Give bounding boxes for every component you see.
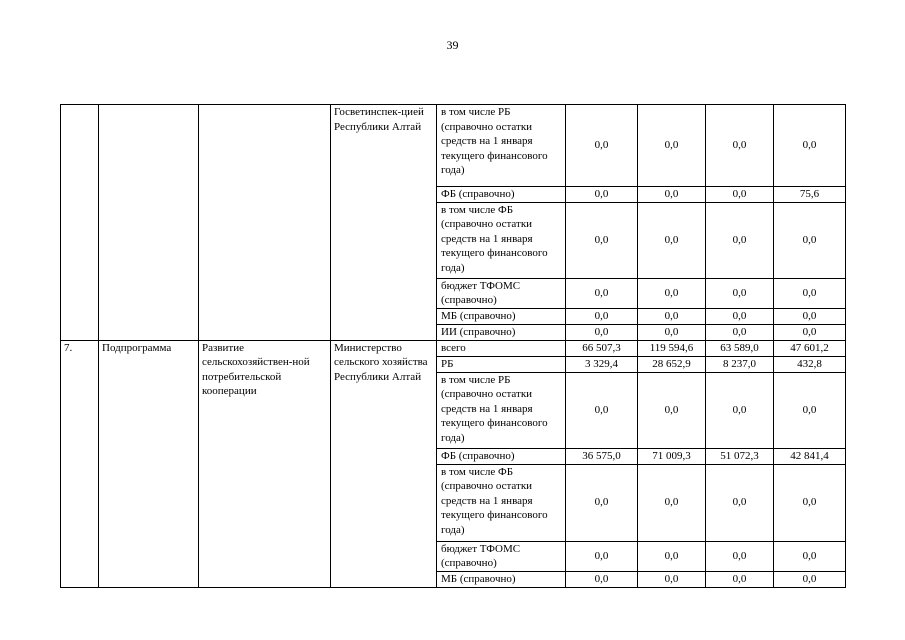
value-cell: 0,0: [566, 464, 638, 541]
value-cell: 0,0: [566, 324, 638, 340]
value-cell: 0,0: [774, 571, 846, 587]
value-cell: 0,0: [638, 105, 706, 187]
value-cell: 42 841,4: [774, 448, 846, 464]
value-cell: 75,6: [774, 187, 846, 203]
funding-source-cell: ФБ (справочно): [437, 448, 566, 464]
funding-source-cell: ФБ (справочно): [437, 187, 566, 203]
value-cell: 0,0: [774, 372, 846, 448]
value-cell: 0,0: [706, 105, 774, 187]
value-cell: 0,0: [638, 464, 706, 541]
funding-source-cell: РБ: [437, 356, 566, 372]
value-cell: 0,0: [774, 464, 846, 541]
funding-source-cell: МБ (справочно): [437, 308, 566, 324]
value-cell: 0,0: [706, 187, 774, 203]
value-cell: 0,0: [774, 105, 846, 187]
value-cell: 0,0: [706, 571, 774, 587]
value-cell: 0,0: [566, 202, 638, 278]
value-cell: 432,8: [774, 356, 846, 372]
row-number-cell: 7.: [61, 340, 99, 587]
funding-source-cell: в том числе ФБ (справочно остатки средств на 1 января текущего финансового года): [437, 202, 566, 278]
value-cell: 0,0: [638, 571, 706, 587]
value-cell: 0,0: [566, 571, 638, 587]
value-cell: 47 601,2: [774, 340, 846, 356]
value-cell: 0,0: [566, 308, 638, 324]
funding-source-cell: МБ (справочно): [437, 571, 566, 587]
value-cell: 0,0: [638, 308, 706, 324]
value-cell: 0,0: [774, 278, 846, 308]
value-cell: 0,0: [638, 278, 706, 308]
value-cell: 0,0: [638, 202, 706, 278]
value-cell: 0,0: [706, 202, 774, 278]
value-cell: 3 329,4: [566, 356, 638, 372]
value-cell: 0,0: [638, 187, 706, 203]
value-cell: 0,0: [774, 324, 846, 340]
funding-source-cell: в том числе РБ (справочно остатки средств на 1 января текущего финансового года): [437, 105, 566, 187]
value-cell: 0,0: [566, 105, 638, 187]
row-name-cell: Развитие сельскохозяйствен-ной потребительской кооперации: [199, 340, 331, 587]
row-type-cell: Подпрограмма: [99, 340, 199, 587]
page-number: 39: [446, 38, 459, 52]
value-cell: 0,0: [706, 372, 774, 448]
value-cell: 28 652,9: [638, 356, 706, 372]
funding-source-cell: в том числе ФБ (справочно остатки средств на 1 января текущего финансового года): [437, 464, 566, 541]
funding-source-cell: бюджет ТФОМС (справочно): [437, 541, 566, 571]
value-cell: 0,0: [774, 202, 846, 278]
funding-source-cell: в том числе РБ (справочно остатки средств на 1 января текущего финансового года): [437, 372, 566, 448]
funding-source-cell: ИИ (справочно): [437, 324, 566, 340]
value-cell: 0,0: [706, 324, 774, 340]
value-cell: 71 009,3: [638, 448, 706, 464]
value-cell: 0,0: [706, 541, 774, 571]
value-cell: 0,0: [566, 278, 638, 308]
value-cell: 0,0: [706, 464, 774, 541]
value-cell: 0,0: [706, 278, 774, 308]
table-row: [61, 340, 846, 356]
value-cell: 0,0: [774, 308, 846, 324]
row-type-cell: [99, 105, 199, 341]
value-cell: 0,0: [566, 372, 638, 448]
row-name-cell: [199, 105, 331, 341]
executor-cell: Госветинспек-цией Республики Алтай: [331, 105, 437, 341]
value-cell: 119 594,6: [638, 340, 706, 356]
value-cell: 66 507,3: [566, 340, 638, 356]
value-cell: 0,0: [566, 187, 638, 203]
value-cell: 0,0: [638, 372, 706, 448]
value-cell: 0,0: [706, 308, 774, 324]
row-number-cell: [61, 105, 99, 341]
table-row: [61, 105, 846, 187]
value-cell: 8 237,0: [706, 356, 774, 372]
funding-source-cell: бюджет ТФОМС (справочно): [437, 278, 566, 308]
value-cell: 63 589,0: [706, 340, 774, 356]
value-cell: 51 072,3: [706, 448, 774, 464]
value-cell: 0,0: [774, 541, 846, 571]
value-cell: 36 575,0: [566, 448, 638, 464]
value-cell: 0,0: [638, 324, 706, 340]
executor-cell: Министерство сельского хозяйства Республики Алтай: [331, 340, 437, 587]
value-cell: 0,0: [566, 541, 638, 571]
value-cell: 0,0: [638, 541, 706, 571]
budget-table: [60, 104, 846, 588]
funding-source-cell: всего: [437, 340, 566, 356]
